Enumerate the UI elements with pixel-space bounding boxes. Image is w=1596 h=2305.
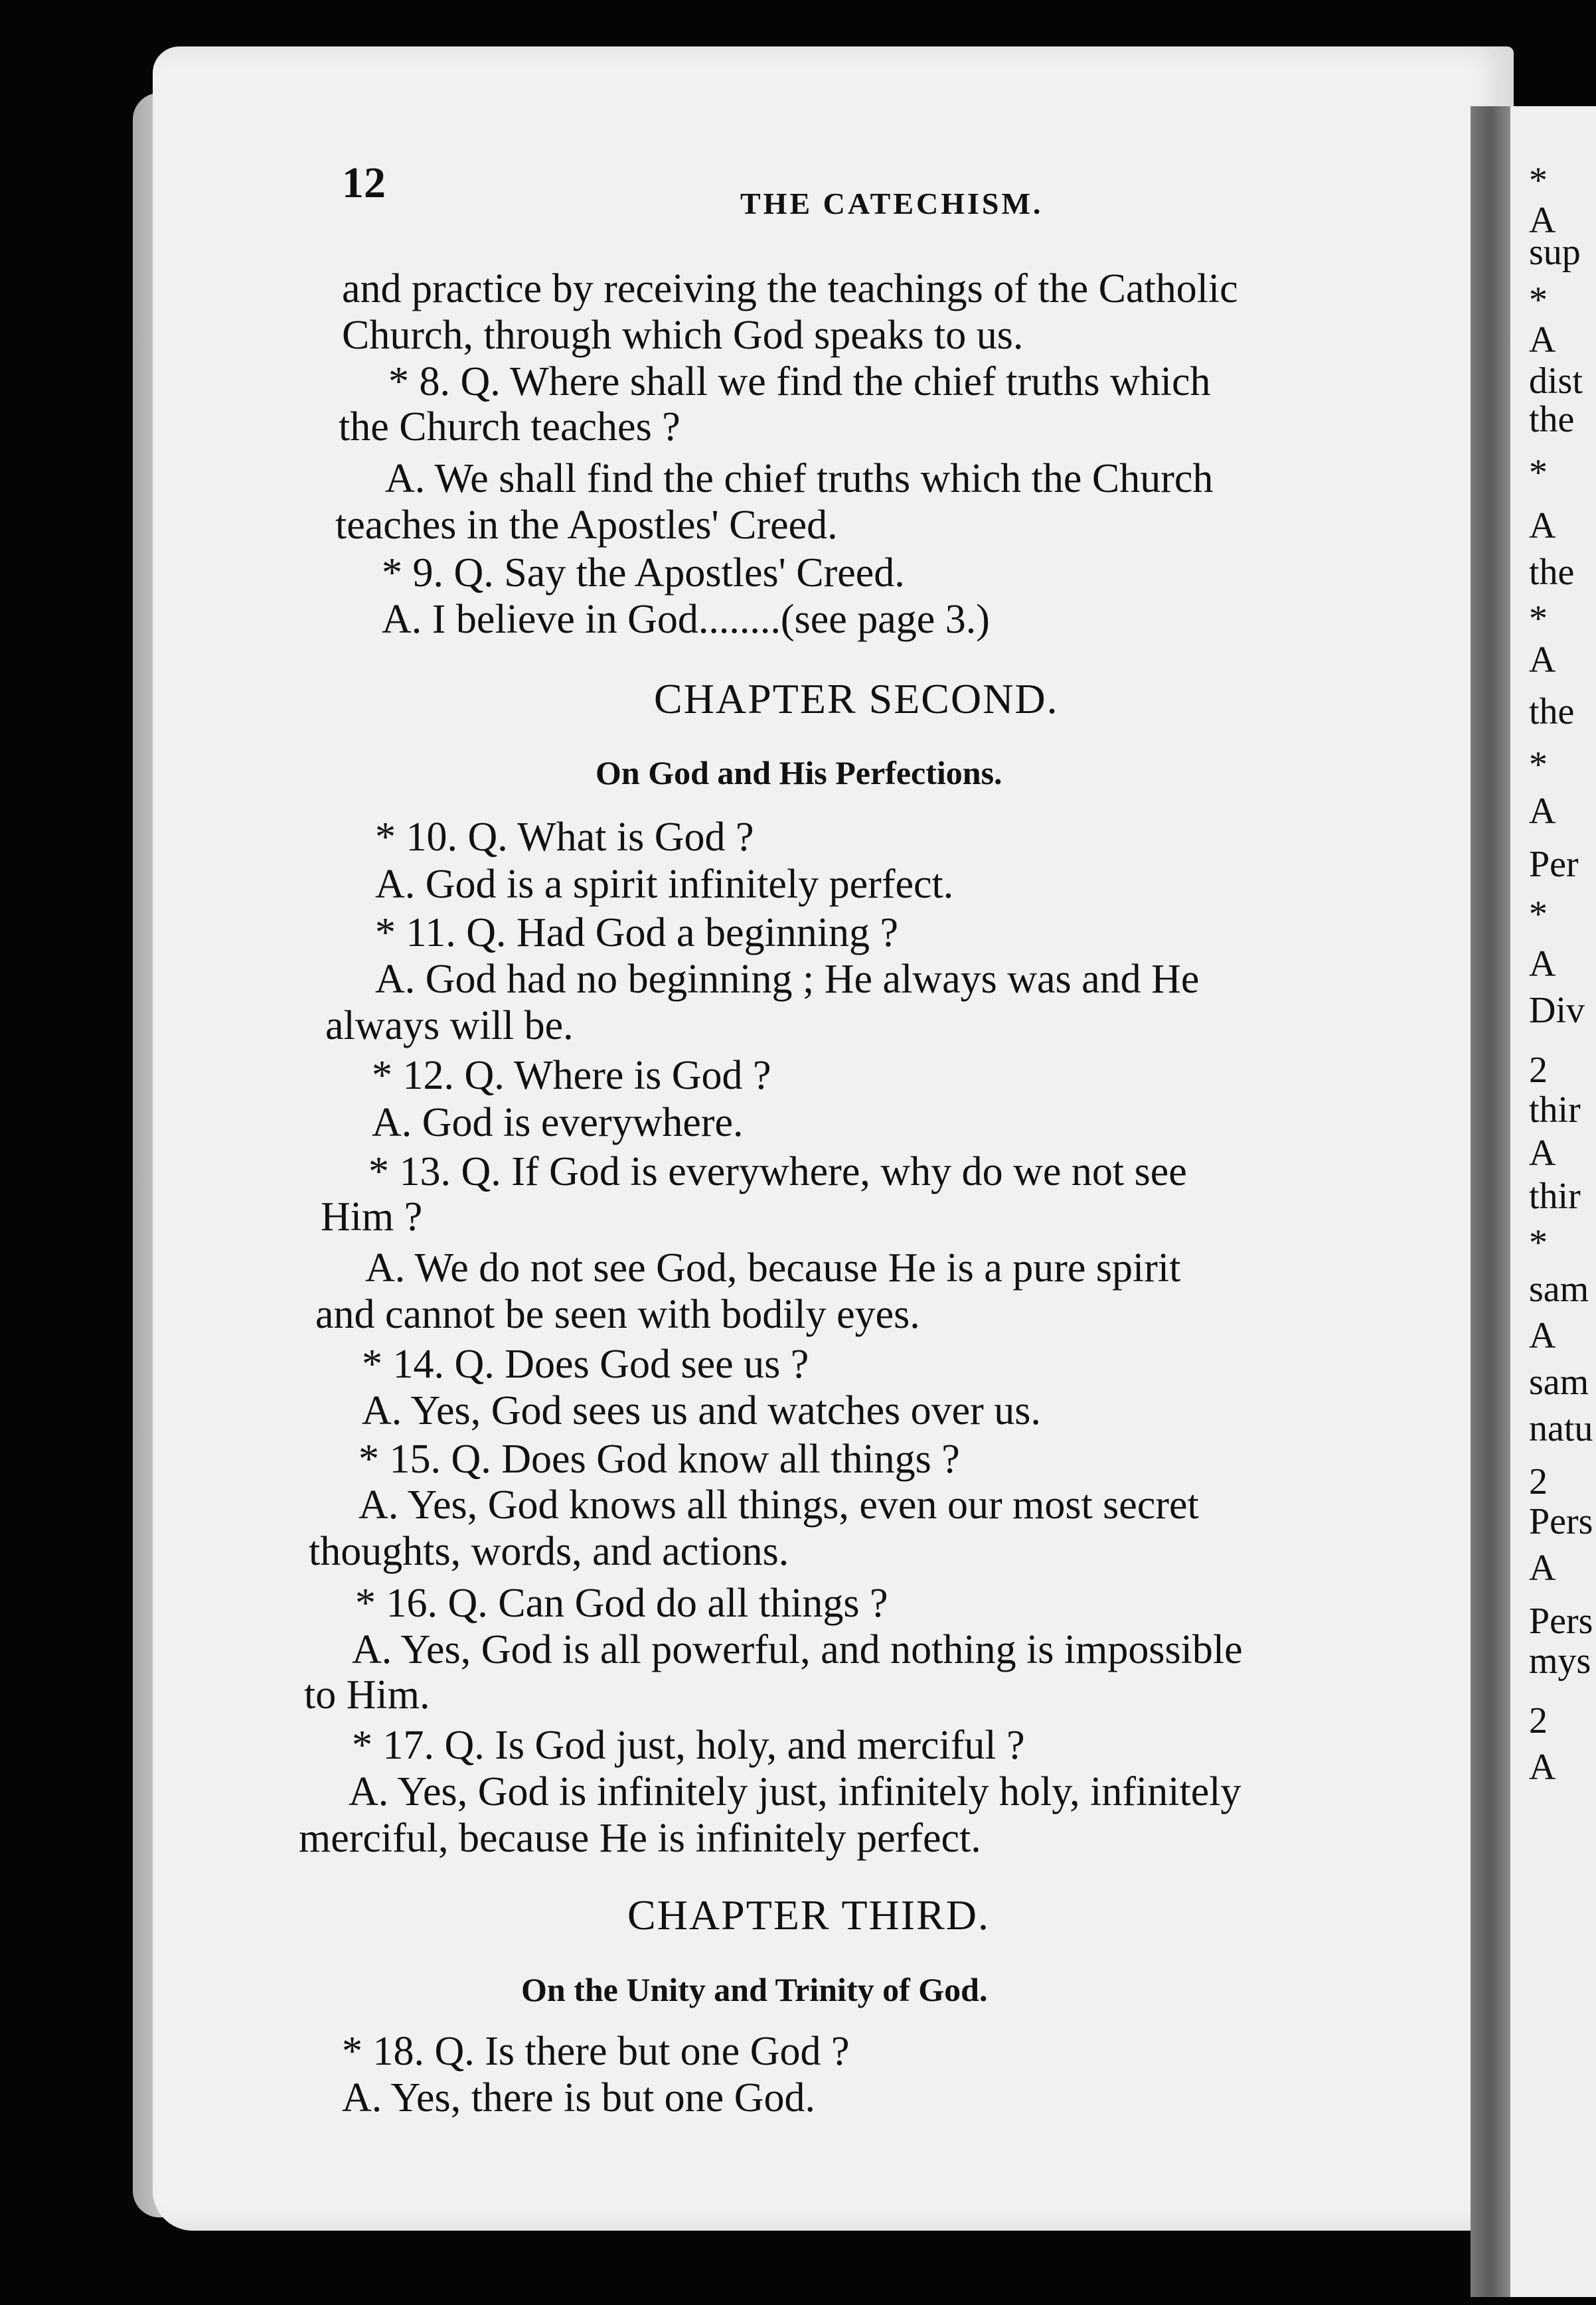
- facing-page-fragment: the: [1529, 552, 1575, 593]
- answer-line: A. We do not see God, because He is a pure spirit: [365, 1245, 1181, 1291]
- answer-line: A. Yes, God is infinitely just, infinitely holy, infinitely: [349, 1769, 1241, 1814]
- book-page-right-fragment: [1510, 106, 1596, 2297]
- chapter-subtitle: On God and His Perfections.: [596, 754, 1002, 791]
- text-line: teaches in the Apostles' Creed.: [335, 503, 838, 548]
- question-line: * 11. Q. Had God a beginning ?: [375, 910, 899, 955]
- question-line: * 13. Q. If God is everywhere, why do we not see: [368, 1149, 1187, 1194]
- question-line: * 10. Q. What is God ?: [375, 815, 754, 860]
- text-line: thoughts, words, and actions.: [309, 1529, 789, 1574]
- facing-page-fragment: mys: [1529, 1640, 1591, 1682]
- facing-page-fragment: natu: [1529, 1408, 1593, 1449]
- facing-page-fragment: Div: [1529, 990, 1585, 1031]
- question-line: * 18. Q. Is there but one God ?: [342, 2029, 850, 2074]
- facing-page-fragment: thir: [1529, 1176, 1581, 1217]
- answer-line: A. God is a spirit infinitely perfect.: [375, 862, 954, 907]
- facing-page-fragment: Pers: [1529, 1501, 1593, 1542]
- answer-line: A. Yes, there is but one God.: [342, 2075, 815, 2120]
- facing-page-fragment: sup: [1529, 232, 1581, 273]
- question-line: * 16. Q. Can God do all things ?: [355, 1581, 888, 1626]
- facing-page-fragment: A: [1529, 200, 1556, 241]
- facing-page-fragment: the: [1529, 399, 1575, 440]
- text-line: merciful, because He is infinitely perfect.: [299, 1816, 981, 1861]
- facing-page-fragment: sam: [1529, 1362, 1589, 1403]
- question-line: * 17. Q. Is God just, holy, and merciful ?: [352, 1723, 1025, 1768]
- facing-page-fragment: Per: [1529, 844, 1579, 885]
- facing-page-fragment: A: [1529, 1133, 1556, 1174]
- answer-line: A. Yes, God sees us and watches over us.: [362, 1388, 1041, 1433]
- facing-page-fragment: A: [1529, 639, 1556, 680]
- facing-page-fragment: *: [1529, 1222, 1548, 1263]
- question-line: * 15. Q. Does God know all things ?: [359, 1437, 960, 1482]
- facing-page-fragment: A: [1529, 1548, 1556, 1589]
- facing-page-fragment: A: [1529, 505, 1556, 546]
- facing-page-fragment: *: [1529, 598, 1548, 639]
- answer-line: A. I believe in God........(see page 3.): [382, 597, 990, 642]
- book-gutter: [1471, 106, 1510, 2297]
- text-line: to Him.: [304, 1672, 430, 1717]
- facing-page-fragment: *: [1529, 452, 1548, 493]
- chapter-title: CHAPTER SECOND.: [654, 675, 1059, 722]
- facing-page-fragment: 2: [1529, 1050, 1548, 1091]
- facing-page-fragment: *: [1529, 279, 1548, 321]
- facing-page-fragment: dist: [1529, 360, 1583, 402]
- question-line: * 12. Q. Where is God ?: [372, 1053, 771, 1098]
- page-number: 12: [342, 159, 386, 207]
- chapter-title: CHAPTER THIRD.: [627, 1891, 990, 1939]
- answer-line: A. God had no beginning ; He always was and He: [375, 957, 1200, 1002]
- facing-page-fragment: Pers: [1529, 1601, 1593, 1642]
- facing-page-fragment: A: [1529, 1747, 1556, 1788]
- question-line: * 14. Q. Does God see us ?: [362, 1342, 809, 1387]
- text-line: always will be.: [325, 1003, 574, 1048]
- text-line: and cannot be seen with bodily eyes.: [315, 1292, 920, 1337]
- facing-page-fragment: *: [1529, 894, 1548, 935]
- facing-page-fragment: 2: [1529, 1461, 1548, 1502]
- text-line: and practice by receiving the teachings of the Catholic: [342, 266, 1238, 311]
- answer-line: A. Yes, God is all powerful, and nothing is impossible: [352, 1627, 1243, 1672]
- question-line: * 8. Q. Where shall we find the chief truths which: [388, 359, 1211, 404]
- facing-page-fragment: A: [1529, 943, 1556, 985]
- text-line: Church, through which God speaks to us.: [342, 313, 1024, 358]
- answer-line: A. Yes, God knows all things, even our most secret: [359, 1482, 1199, 1528]
- facing-page-fragment: A: [1529, 1315, 1556, 1356]
- facing-page-fragment: *: [1529, 744, 1548, 785]
- facing-page-fragment: A: [1529, 791, 1556, 832]
- facing-page-fragment: the: [1529, 691, 1575, 732]
- facing-page-fragment: thir: [1529, 1089, 1581, 1131]
- facing-page-fragment: A: [1529, 319, 1556, 360]
- answer-line: A. God is everywhere.: [372, 1100, 744, 1145]
- chapter-subtitle: On the Unity and Trinity of God.: [521, 1971, 988, 2008]
- answer-line: A. We shall find the chief truths which the Church: [385, 456, 1214, 501]
- text-line: Him ?: [321, 1194, 423, 1239]
- facing-page-fragment: sam: [1529, 1269, 1589, 1310]
- facing-page-fragment: 2: [1529, 1700, 1548, 1741]
- facing-page-fragment: *: [1529, 160, 1548, 201]
- text-line: the Church teaches ?: [339, 404, 680, 449]
- question-line: * 9. Q. Say the Apostles' Creed.: [382, 550, 905, 596]
- running-head: THE CATECHISM.: [740, 187, 1044, 220]
